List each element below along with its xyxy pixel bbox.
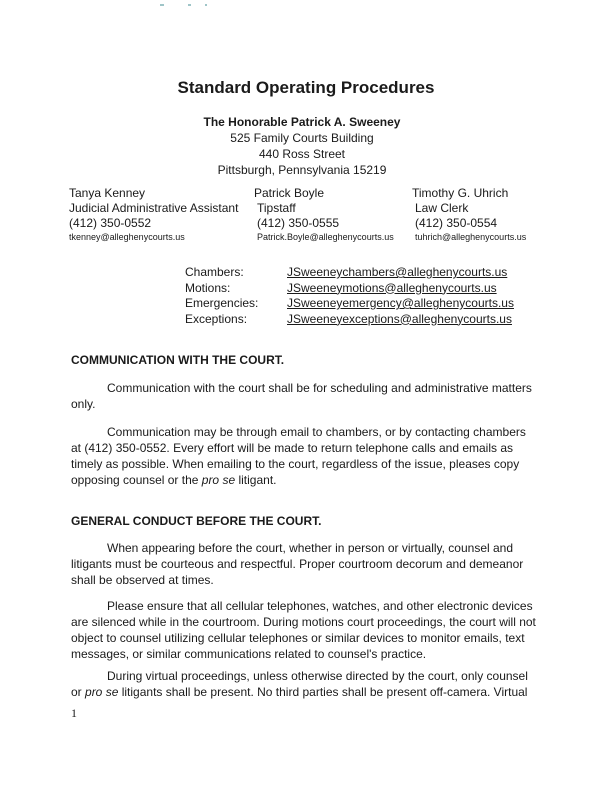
- paragraph: [71, 424, 539, 488]
- paragraph: [71, 668, 539, 700]
- staff-name: Patrick Boyle: [254, 186, 325, 200]
- judge-address-block: [186, 114, 418, 178]
- staff-contact-assistant: [69, 186, 238, 244]
- staff-email: Patrick.Boyle@alleghenycourts.us: [257, 232, 394, 242]
- paragraph: When appearing before the court, whether in person or virtually, counsel and litigants must be courteous and respectful. Proper courtroom decorum and demeanor shall be observed at times.: [71, 541, 524, 587]
- contact-row: [185, 312, 514, 328]
- staff-phone: (412) 350-0554: [415, 216, 498, 230]
- staff-role: Judicial Administrative Assistant: [69, 201, 239, 215]
- section-heading-communication: COMMUNICATION WITH THE COURT.: [71, 353, 285, 367]
- paragraph-text: Communication may be through email to chambers, or by contacting chambers at (412) 350-0552. Every effort will be made to return telephone calls and emails as timely as possible. When emailing to the court, regardless of the issue, pleases copy opposing counsel or the: [71, 425, 526, 487]
- paragraph-text: litigants shall be present. No third parties shall be present off-camera. Virtual: [118, 685, 528, 699]
- staff-name: Tanya Kenney: [69, 186, 146, 200]
- staff-name: Timothy G. Uhrich: [412, 186, 509, 200]
- scan-artifact: [188, 4, 191, 6]
- page-number: 1: [71, 706, 77, 720]
- judge-address-line: 440 Ross Street: [258, 147, 346, 161]
- contact-row: [185, 281, 514, 297]
- judge-name: The Honorable Patrick A. Sweeney: [203, 115, 401, 129]
- document-title: Standard Operating Procedures: [177, 78, 435, 97]
- contact-label: Exceptions:: [185, 311, 248, 326]
- paragraph-italic: pro se: [85, 685, 119, 699]
- judge-address-line: Pittsburgh, Pennsylvania 15219: [217, 163, 387, 177]
- staff-role: Tipstaff: [257, 201, 296, 215]
- contact-label: Motions:: [185, 280, 231, 295]
- paragraph: Please ensure that all cellular telephones, watches, and other electronic devices are silenced while in the courtroom. During motions court proceedings, the court will not object to counsel utilizing cellular telephones or similar devices to monitor emails, text messages, or similar communications related to counsel's practice.: [71, 599, 536, 661]
- staff-contact-tipstaff: [254, 186, 394, 244]
- staff-email: tkenney@alleghenycourts.us: [69, 232, 185, 242]
- section-heading-general-conduct: GENERAL CONDUCT BEFORE THE COURT.: [71, 514, 322, 528]
- contact-label: Emergencies:: [185, 296, 259, 310]
- contact-label: Chambers:: [185, 265, 244, 279]
- staff-role: Law Clerk: [415, 201, 469, 215]
- judge-address-line: 525 Family Courts Building: [230, 131, 374, 145]
- contact-row: [185, 296, 514, 312]
- contact-email-link[interactable]: JSweeneyexceptions@alleghenycourts.us: [287, 311, 512, 326]
- paragraph-italic: pro se: [201, 473, 236, 487]
- contact-email-link[interactable]: JSweeneychambers@alleghenycourts.us: [287, 265, 508, 279]
- staff-phone: (412) 350-0555: [257, 216, 340, 230]
- scan-artifact: [205, 4, 207, 6]
- contact-email-link[interactable]: JSweeneyemergency@alleghenycourts.us: [287, 296, 514, 310]
- contact-email-link[interactable]: JSweeneymotions@alleghenycourts.us: [287, 280, 497, 295]
- staff-contact-law-clerk: [412, 186, 526, 244]
- chambers-email-table: [185, 265, 514, 327]
- paragraph: Communication with the court shall be for scheduling and administrative matters only.: [71, 381, 532, 411]
- scan-artifact: [160, 4, 164, 6]
- paragraph-text: During virtual proceedings, unless otherwise directed by the court, only counsel or: [71, 669, 528, 699]
- paragraph-text: litigant.: [235, 473, 277, 487]
- staff-email: tuhrich@alleghenycourts.us: [415, 232, 527, 242]
- staff-phone: (412) 350-0552: [69, 216, 152, 230]
- contact-row: [185, 265, 514, 281]
